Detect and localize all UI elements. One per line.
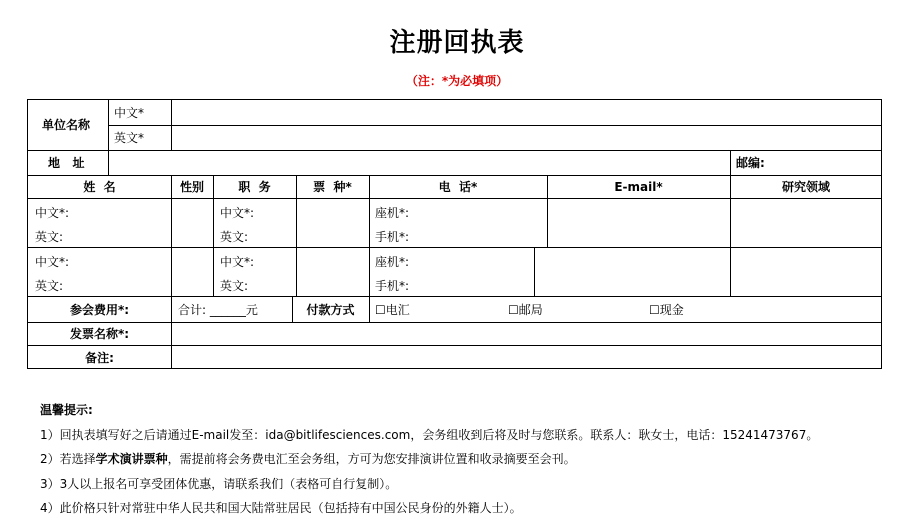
grid-line	[108, 100, 109, 150]
grid-line	[171, 100, 172, 150]
grid-line	[28, 247, 882, 248]
name-en-label: 英文:	[35, 230, 64, 244]
postcode-label: 邮编:	[736, 156, 765, 170]
payment-option-post[interactable]: ☐邮局	[508, 303, 543, 317]
tip-2	[40, 447, 818, 472]
remark-label: 备注:	[85, 351, 114, 365]
grid-line	[108, 125, 882, 126]
address-field[interactable]	[112, 153, 726, 173]
grid-line	[108, 150, 109, 175]
fee-label: 参会费用*:	[69, 303, 130, 317]
tips-section	[40, 398, 818, 521]
grid-line	[28, 322, 882, 323]
tip-2-text: ，需提前将会务费电汇至会务组，方可为您安排演讲位置和收录摘要至会刊。	[167, 452, 576, 466]
tip-2-highlight: 学术演讲票种	[95, 452, 168, 466]
grid-line	[171, 322, 172, 369]
position-en-label: 英文:	[220, 230, 249, 244]
mobile-label: 手机*:	[375, 279, 410, 293]
remark-field[interactable]	[175, 348, 875, 366]
grid-line	[28, 296, 882, 297]
header-position: 职 务	[238, 180, 271, 194]
name-en-label: 英文:	[35, 279, 64, 293]
name-cn-label: 中文*:	[35, 255, 70, 269]
unit-en-label: 英文*	[114, 131, 145, 145]
address-label: 地 址	[48, 156, 85, 170]
registration-form-table	[27, 99, 882, 369]
grid-line	[534, 247, 535, 297]
tips-heading: 温馨提示:	[40, 403, 93, 417]
tip-3: 3）3人以上报名可享受团体优惠，请联系我们（表格可自行复制）。	[40, 476, 398, 491]
header-phone: 电 话*	[438, 180, 478, 194]
position-en-label: 英文:	[220, 279, 249, 293]
unit-cn-field[interactable]	[175, 103, 875, 123]
grid-line	[28, 175, 882, 176]
name-cn-label: 中文*:	[35, 206, 70, 220]
unit-name-label: 单位名称	[42, 118, 91, 132]
grid-line	[28, 345, 882, 346]
header-gender: 性别	[179, 180, 204, 194]
header-ticket: 票 种*	[313, 180, 352, 194]
invoice-label: 发票名称*:	[69, 327, 130, 341]
landline-label: 座机*:	[375, 206, 410, 220]
grid-line	[369, 175, 370, 322]
tip-2-text: 2）若选择	[40, 452, 96, 466]
tip-4: 4）此价格只针对常驻中华人民共和国大陆常驻居民（包括持有中国公民身份的外籍人士）。	[40, 501, 522, 515]
fee-total-field[interactable]: 合计: ______元	[178, 303, 258, 317]
payment-method-label: 付款方式	[306, 303, 355, 317]
required-note: （注：*为必填项）	[405, 74, 509, 88]
position-cn-label: 中文*:	[220, 255, 255, 269]
landline-label: 座机*:	[375, 255, 410, 269]
page-title: 注册回执表	[389, 28, 525, 58]
invoice-field[interactable]	[175, 325, 875, 343]
header-research: 研究领域	[781, 180, 830, 194]
header-email: E-mail*	[614, 180, 663, 194]
tip-1: 1）回执表填写好之后请通过E-mail发至：ida@bitlifesciences.com，会务组收到后将及时与您联系。联系人：耿女士，电话：15241473767。	[40, 427, 819, 442]
unit-cn-label: 中文*	[114, 106, 145, 120]
payment-option-wire[interactable]: ☐电汇	[375, 303, 410, 317]
payment-option-cash[interactable]: ☐现金	[649, 303, 684, 317]
header-name: 姓 名	[83, 180, 116, 194]
grid-line	[730, 150, 731, 175]
unit-en-field[interactable]	[175, 128, 875, 148]
position-cn-label: 中文*:	[220, 206, 255, 220]
grid-line	[28, 198, 882, 199]
grid-line	[171, 175, 172, 322]
grid-line	[28, 150, 882, 151]
mobile-label: 手机*:	[375, 230, 410, 244]
